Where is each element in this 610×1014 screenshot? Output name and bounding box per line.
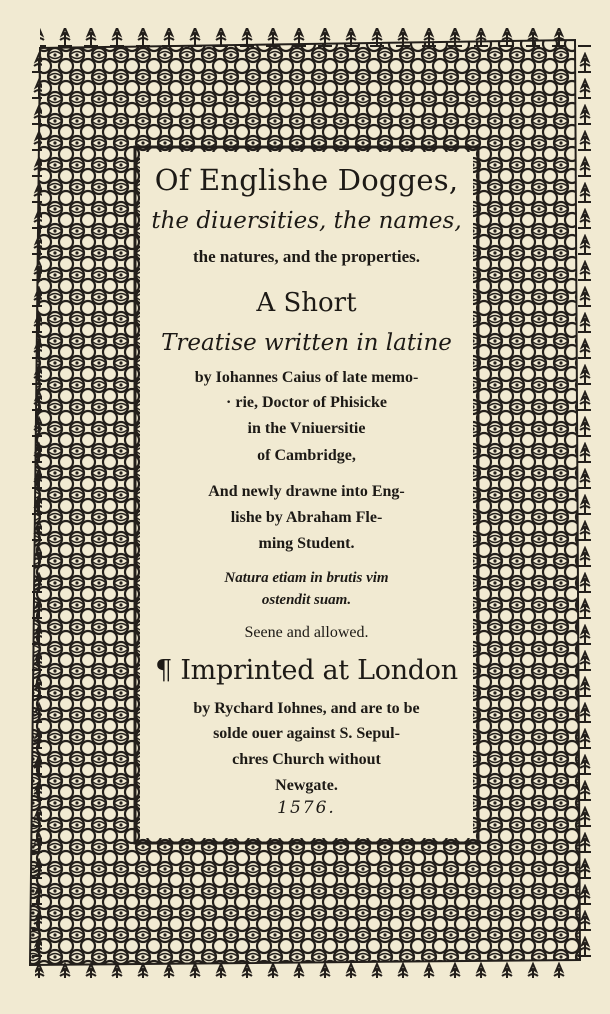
subtitle-line: the diuersities, the names, [151, 208, 462, 234]
title-text-block [140, 152, 473, 838]
translator-line: lishe by Abraham Fle- [230, 509, 383, 526]
imprint-heading: ¶ Imprinted at London [155, 655, 458, 686]
imprint-line: Newgate. [275, 777, 338, 794]
imprint-line: chres Church without [232, 751, 381, 768]
author-line: by Iohannes Caius of late memo- [194, 369, 419, 386]
author-line: in the Vniuersitie [247, 420, 366, 437]
heading-line: Treatise written in latine [161, 330, 452, 356]
date-line: 1576. [277, 798, 336, 818]
epigraph-line: Natura etiam in brutis vim [224, 570, 389, 586]
epigraph-line: ostendit suam. [261, 592, 352, 608]
translator-line: And newly drawne into Eng- [208, 483, 405, 500]
heading-line: A Short [256, 288, 357, 318]
imprint-line: solde ouer against S. Sepul- [213, 725, 400, 742]
author-line: of Cambridge, [257, 447, 356, 464]
translator-line: ming Student. [258, 535, 355, 552]
license-line: Seene and allowed. [244, 624, 369, 641]
imprint-line: by Rychard Iohnes, and are to be [193, 700, 420, 717]
title-line: Of Englishe Dogges, [154, 163, 459, 197]
subtitle-line: the natures, and the properties. [193, 247, 420, 266]
author-line: · rie, Doctor of Phisicke [226, 394, 387, 411]
